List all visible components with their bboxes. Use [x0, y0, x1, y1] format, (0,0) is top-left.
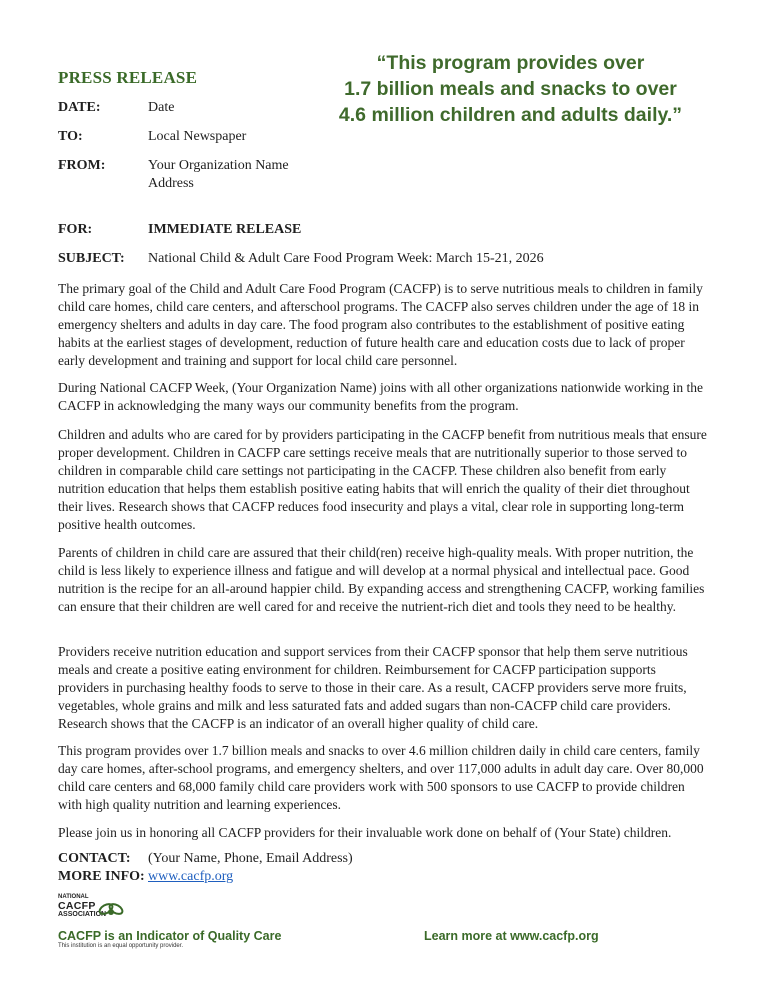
logo-line: ASSOCIATION — [58, 911, 107, 918]
pull-quote — [318, 50, 703, 128]
to-value: Local Newspaper — [148, 129, 247, 144]
body-paragraph: Please join us in honoring all CACFP providers for their invaluable work done on behalf of (Your State) children. — [58, 825, 672, 840]
body-paragraph: Parents of children in child care are assured that their child(ren) receive high-quality meals. With proper nutrition, the child is less likely to experience illness and fatigue and will develop at a normal physical and intellectual pace. Good nutrition is the recipe for an all-around happier child. By expanding access and strengthening CACFP, working families can ensure that their children are well cared for and receive the nutrient-rich diet and tools they need to be healthy. — [58, 545, 705, 614]
from-address: Address — [148, 176, 194, 191]
footer-tagline: CACFP is an Indicator of Quality Care — [58, 929, 282, 943]
contact-label: CONTACT: — [58, 851, 131, 866]
date-label: DATE: — [58, 100, 101, 115]
pull-quote-line: “This program provides over — [376, 52, 645, 74]
body-paragraph: During National CACFP Week, (Your Organization Name) joins with all other organizations nationwide working in the CACFP in acknowledging the many ways our community benefits from the program. — [58, 380, 703, 413]
subject-value: National Child & Adult Care Food Program Week: March 15-21, 2026 — [148, 251, 544, 266]
more-info-value — [148, 869, 233, 885]
leaf-icon — [98, 898, 124, 920]
from-label: FROM: — [58, 158, 106, 173]
cacfp-logo — [58, 894, 128, 926]
from-organization: Your Organization Name — [148, 158, 289, 173]
footer-learn-more: Learn more at www.cacfp.org — [424, 929, 599, 943]
pull-quote-line: 1.7 billion meals and snacks to over — [344, 78, 677, 100]
more-info-label: MORE INFO: — [58, 869, 145, 884]
footer-disclaimer: This institution is an equal opportunity provider. — [58, 943, 184, 949]
press-release-title: PRESS RELEASE — [58, 68, 198, 87]
body-paragraph: Providers receive nutrition education and support services from their CACFP sponsor that help them serve nutritious meals and create a positive eating environment for children. Reimbursement for CACFP participation supports providers in purchasing healthy foods to serve to those in their care. As a result, CACFP providers serve more fruits, vegetables, whole grains and milk and less saturated fats and added sugars than non-CACFP child care providers. Research shows that the CACFP is an indicator of an overall higher quality of child care. — [58, 644, 688, 731]
logo-line: CACFP — [58, 900, 96, 912]
date-value: Date — [148, 100, 175, 115]
to-label: TO: — [58, 129, 83, 144]
pull-quote-line: 4.6 million children and adults daily.” — [338, 104, 683, 126]
body-paragraph: This program provides over 1.7 billion meals and snacks to over 4.6 million children daily in child care centers, family day care homes, after-school programs, and emergency shelters, and over 117,000 adults in adult day care. Over 80,000 child care centers and 68,000 family child care providers work with 500 sponsors to use CACFP to provide children with high quality nutrition and learning experiences. — [58, 743, 704, 812]
body-paragraph: The primary goal of the Child and Adult Care Food Program (CACFP) is to serve nutritious meals to children in family child care homes, child care centers, and afterschool programs. The CACFP also serves children under the age of 18 in emergency shelters and adults in day care. The food program also contributes to the establishment of positive eating habits at the earliest stages of development, reduction of future health care and education costs due to lack of proper early development and training and support for local child care personnel. — [58, 281, 703, 368]
logo-line: NATIONAL — [58, 894, 89, 900]
body-paragraph: Children and adults who are cared for by providers participating in the CACFP benefit from nutritious meals that ensure proper development. Children in CACFP care settings receive meals that are nutritionally superior to those served to children in comparable child care settings not participating in the CACFP. These children also benefit from early nutrition education that helps them establish positive eating habits that will enrich the quality of their diet throughout their lives. Research shows that CACFP reduces food insecurity and plays a vital, clear role in supporting long-term positive health outcomes. — [58, 427, 707, 532]
cacfp-website-link[interactable]: www.cacfp.org — [148, 869, 234, 884]
subject-label: SUBJECT: — [58, 251, 125, 266]
contact-value: (Your Name, Phone, Email Address) — [148, 851, 353, 866]
for-value: IMMEDIATE RELEASE — [148, 222, 302, 237]
for-label: FOR: — [58, 222, 93, 237]
